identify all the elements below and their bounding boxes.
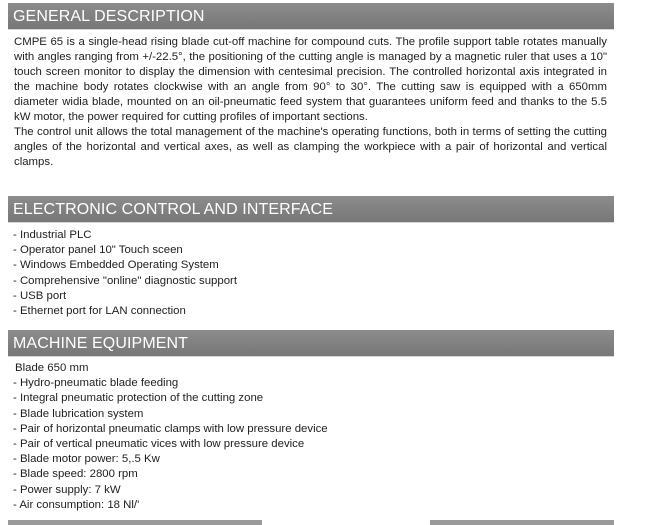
general-description-paragraph-2: The control unit allows the total management of the machine's operating functions, both in terms of setting the cutting angles of the horizontal and vertical axes, as well as clamping the workpiece with a pair of horizontal and vertical clamps. bbox=[14, 126, 607, 168]
list-item: - USB port bbox=[13, 289, 67, 302]
list-item: - Integral pneumatic protection of the cutting zone bbox=[13, 392, 264, 405]
list-item: - Blade lubrication system bbox=[13, 407, 144, 420]
list-item: Blade 650 mm bbox=[15, 362, 89, 374]
electronic-control-header: ELECTRONIC CONTROL AND INTERFACE bbox=[8, 196, 614, 223]
general-description-paragraph-1: CMPE 65 is a single-head rising blade cut-off machine for compound cuts. The profile support table rotates manually with angles ranging from +/-22.5°, the positioning of the cutting angle is managed by a magnetic ruler that uses a 10" touch screen monitor to display the dimension with centesimal precision. The controlled horizontal axis integrated in the machine body rotates clockwise with an angle from 90° to 30°. The cutting saw is equipped with a 650mm diameter widia blade, mounted on an oil-pneumatic feed system that guarantees uniform feed and thanks to the 5.5 kW motor, the power required for cutting profiles of important sections. bbox=[14, 36, 607, 123]
list-item: - Ethernet port for LAN connection bbox=[13, 305, 186, 318]
list-item: - Industrial PLC bbox=[13, 229, 92, 241]
list-item: - Pair of horizontal pneumatic clamps with low pressure device bbox=[13, 422, 328, 435]
list-item: - Operator panel 10" Touch sceen bbox=[13, 244, 183, 257]
list-item: - Blade speed: 2800 rpm bbox=[13, 468, 138, 481]
list-item: - Comprehensive "online" diagnostic support bbox=[13, 274, 237, 287]
list-item: - Blade motor power: 5,.5 Kw bbox=[13, 453, 160, 466]
list-item: - Pair of vertical pneumatic vices with low pressure device bbox=[13, 438, 305, 451]
next-section-header-strip-right bbox=[430, 520, 614, 525]
machine-equipment-list bbox=[15, 361, 328, 513]
general-description-body bbox=[14, 35, 607, 170]
list-item: - Air consumption: 18 Nl/' bbox=[13, 498, 140, 511]
general-description-header: GENERAL DESCRIPTION bbox=[8, 3, 614, 30]
list-item: - Power supply: 7 kW bbox=[13, 483, 121, 496]
next-section-header-strip-left bbox=[8, 520, 262, 525]
machine-equipment-header: MACHINE EQUIPMENT bbox=[8, 330, 614, 357]
electronic-control-list bbox=[13, 228, 237, 319]
list-item: - Windows Embedded Operating System bbox=[13, 259, 219, 272]
list-item: - Hydro-pneumatic blade feeding bbox=[13, 377, 179, 390]
